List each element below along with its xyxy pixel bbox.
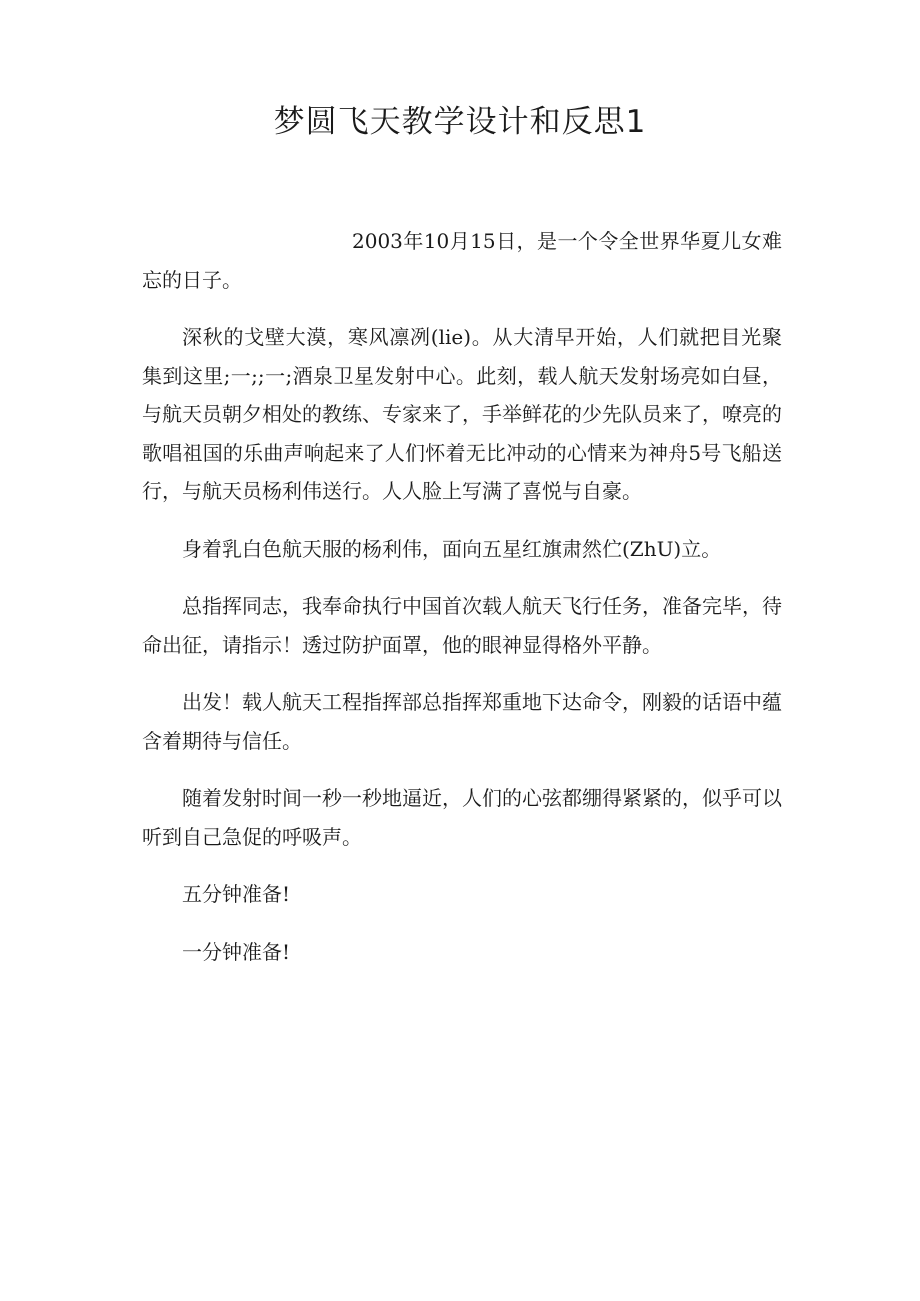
paragraph-five-minutes: 五分钟准备!: [182, 882, 291, 906]
paragraph-report: 总指挥同志，我奉命执行中国首次载人航天飞行任务，准备完毕，待命出征，请指示！透过防护面罩，他的眼神显得格外平静。: [142, 594, 782, 657]
paragraph-one-minute: 一分钟准备!: [182, 939, 291, 964]
document-title: 梦圆飞天教学设计和反思1: [273, 104, 647, 140]
paragraph-countdown: 随着发射时间一秒一秒地逼近，人们的心弦都绷得紧紧的，似乎可以听到自己急促的呼吸声。: [142, 786, 782, 849]
paragraph-command: 出发！载人航天工程指挥部总指挥郑重地下达命令，刚毅的话语中蕴含着期待与信任。: [142, 690, 782, 753]
paragraph-launch-site: 深秋的戈壁大漠，寒风凛冽(lie)。从大清早开始，人们就把目光聚集到这里;一;;一;酒泉卫星发射中心。此刻，载人航天发射场亮如白昼，与航天员朝夕相处的教练、专家来了，手举鲜花的少先队员来了，嘹亮的歌唱祖国的乐曲声响起来了人们怀着无比冲动的心情来为神舟5号飞船送行，与航天员杨利伟送行。人人脸上写满了喜悦与自豪。: [142, 325, 782, 503]
paragraph-astronaut: 身着乳白色航天服的杨利伟，面向五星红旗肃然伫(ZhU)立。: [182, 536, 722, 561]
document-body: [142, 222, 782, 990]
paragraph-date: 2003年10月15日，是一个令全世界华夏儿女难忘的日子。: [142, 229, 782, 292]
